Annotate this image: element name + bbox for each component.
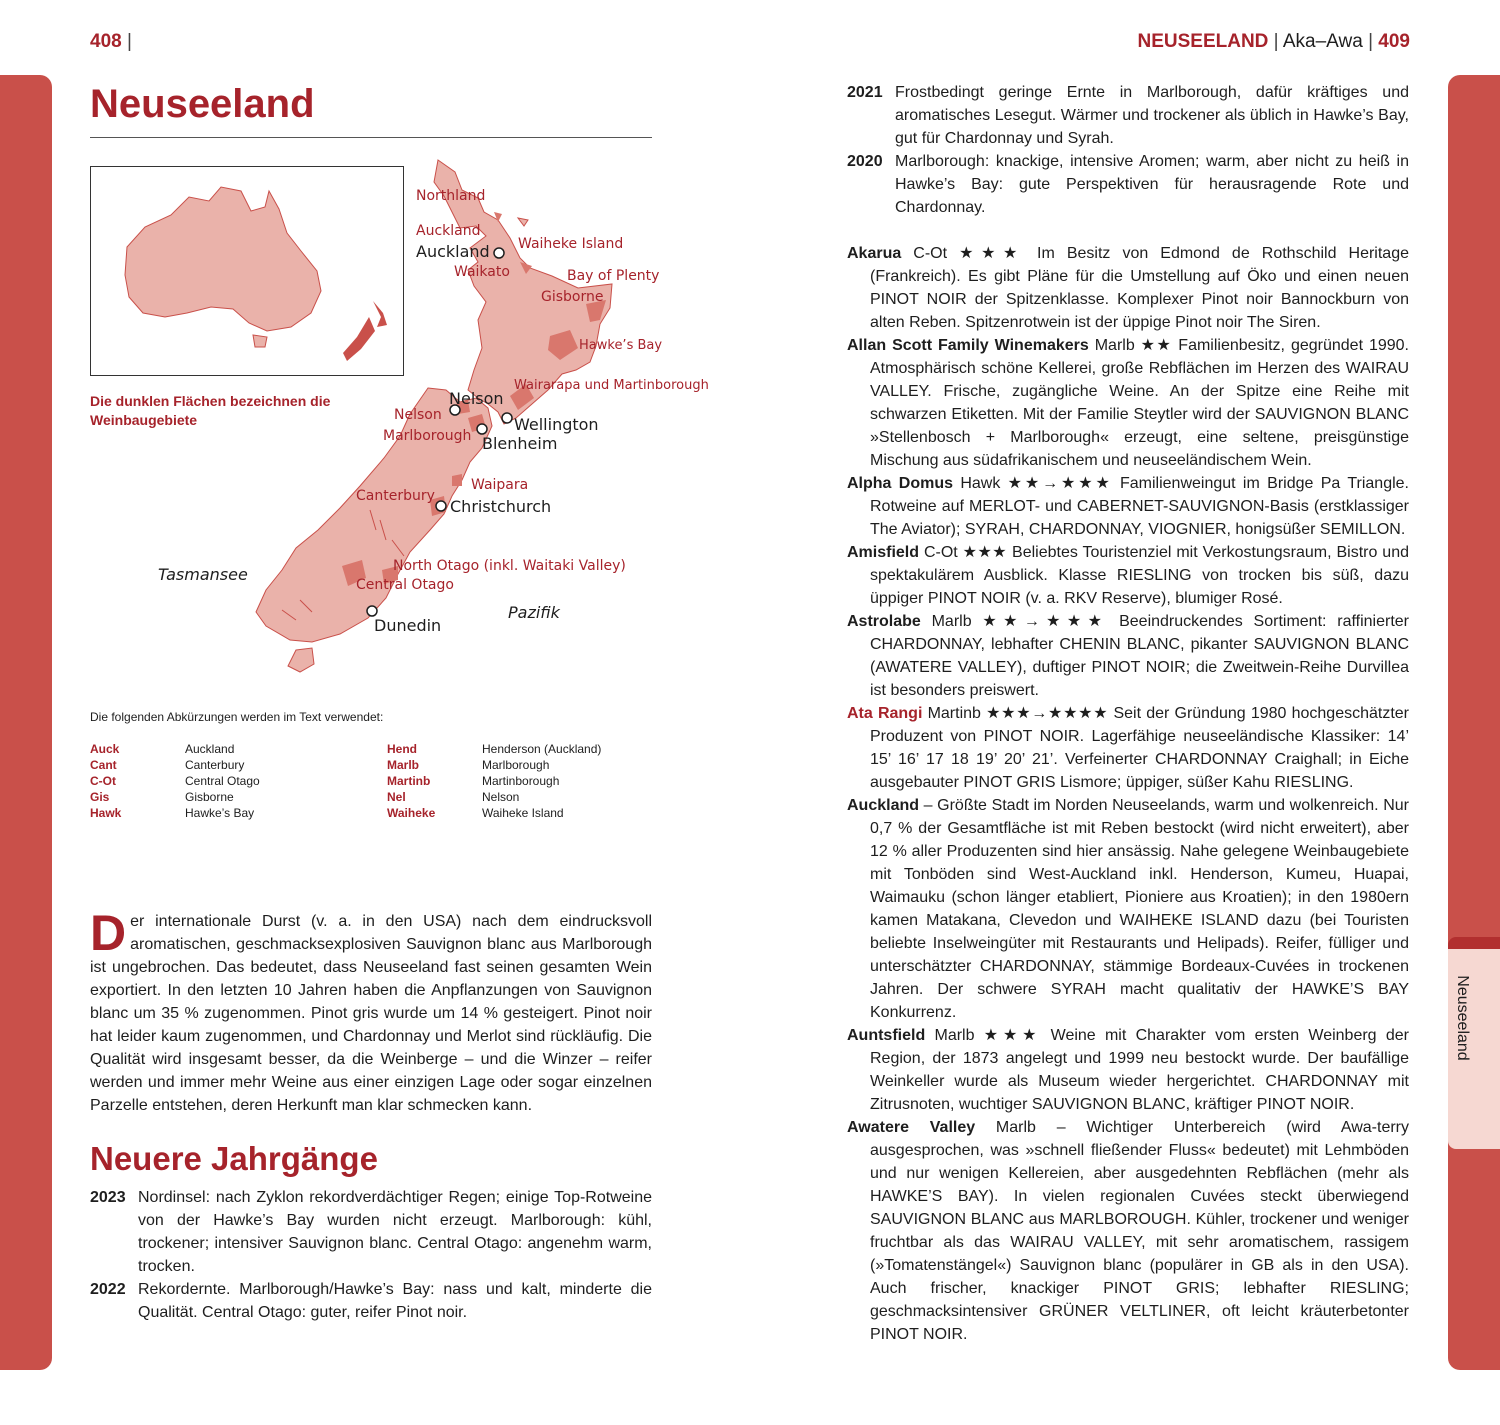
right-page-number: 409 <box>1378 31 1410 52</box>
right-running-head: NEUSEELAND | Aka–Awa | 409 <box>1137 31 1410 52</box>
entry-text: Hawk ★★→★★★ Familienweingut im Bridge Pa Triangle. Rotweine auf MERLOT- und CABERNET-SAUVIGNON-Basis (erstklassiger The Aviator); SYRAH, CHARDONNAY, VIOGNIER, honigsüßer SEMILLON. <box>870 475 1409 538</box>
entry-text: Marlb ★★→★★★ Beeindruckendes Sortiment: raffinierter CHARDONNAY, lebhafter CHENIN BLANC, pikanter SAUVIGNON BLANC (AWATERE VALLEY), duftiger PINOT NOIR; die Zweitwein-Reihe Durvillea ist besonders preiswert. <box>870 613 1409 699</box>
region-hawkes-bay: Hawke’s Bay <box>579 338 663 353</box>
city-blenheim: Blenheim <box>482 434 558 453</box>
entry-alpha-domus <box>847 472 1409 541</box>
entry-awatere-valley <box>847 1116 1409 1346</box>
region-gisborne: Gisborne <box>541 289 604 305</box>
abbreviation-value: Nelson <box>482 790 520 804</box>
vintage-text: Rekordernte. Marlborough/Hawke’s Bay: nass und kalt, minderte die Qualität. Central Otago: guter, reifer Pinot noir. <box>138 1281 652 1321</box>
region-northland: Northland <box>416 188 486 204</box>
abbreviation-value: Hawke’s Bay <box>185 806 255 820</box>
entry-name: Awatere Valley <box>847 1119 976 1136</box>
abbreviation-value: Canterbury <box>185 758 245 772</box>
vintage-text: Nordinsel: nach Zyklon rekordverdächtiger Regen; einige Top-Rotweine von der Hawke’s Bay wurden nicht erzeugt. Marlborough: kühl, trockener; intensiver Sauvignon blanc. Central Otago: angenehm warm, trocken. <box>138 1189 652 1275</box>
city-wellington: Wellington <box>514 415 599 434</box>
entry-name: Auckland <box>847 797 920 814</box>
page-title: Neuseeland <box>90 82 315 126</box>
entry-name: Alpha Domus <box>847 475 953 492</box>
vintages-heading: Neuere Jahrgänge <box>90 1140 378 1177</box>
entry-text: Marlb ★★ Familienbesitz, gegründet 1990. Atmosphärisch schöne Kellerei, große Rebflächen im Herzen des WAIRAU VALLEY. Frische, zugängliche Weine. An der Spitze eine Reihe mit schwarzen Etiketten. Mit der Familie Steytler wird der SAUVIGNON BLANC »Stellenbosch + Marlborough« erzeugt, eine seltene, preisgünstige Mischung aus südafrikanischem und neuseeländischem Wein. <box>870 337 1409 469</box>
region-north-otago: North Otago (inkl. Waitaki Valley) <box>393 558 626 574</box>
region-auckland: Auckland <box>416 223 481 239</box>
abbreviation-key: Hend <box>387 742 417 756</box>
entry-akarua <box>847 242 1409 334</box>
drop-cap: D <box>90 905 127 961</box>
abbreviation-key: Marlb <box>387 758 420 772</box>
region-waiheke-island: Waiheke Island <box>518 236 624 252</box>
region-marlborough: Marlborough <box>383 428 472 444</box>
vintage-year: 2023 <box>90 1189 126 1206</box>
abbreviation-value: Central Otago <box>185 774 260 788</box>
entry-auntsfield <box>847 1024 1409 1116</box>
abbreviation-key: Hawk <box>90 806 122 820</box>
entry-text: C-Ot ★★★ Beliebtes Touristenziel mit Verkostungsraum, Bistro und spektakulärem Ausblick. Klasse RIESLING von trocken bis süß, dazu üppiger PINOT NOIR (v. a. RKV Reserve), blumiger Rosé. <box>870 544 1409 607</box>
entry-auckland <box>847 794 1409 1024</box>
entry-astrolabe <box>847 610 1409 702</box>
vintage-2022 <box>90 1278 652 1328</box>
vintage-2023 <box>90 1186 652 1281</box>
abbreviation-value: Henderson (Auckland) <box>482 742 602 756</box>
vintage-2021 <box>847 81 1409 151</box>
running-entry-range: Aka–Awa <box>1282 31 1363 52</box>
region-waikato: Waikato <box>454 264 510 280</box>
vintage-text: Frostbedingt geringe Ernte in Marlborough, dafür kräftiges und aromatisches Lesegut. Wärmer und trockener als üblich in Hawke’s Bay, gut für Chardonnay und Syrah. <box>895 84 1409 147</box>
producer-entries <box>847 242 1409 1346</box>
intro-text: er internationale Durst (v. a. in den USA) nach dem eindrucksvoll aromatischen, geschmacksexplosiven Sauvignon blanc aus Marlborough ist ungebrochen. Das bedeutet, dass Neuseeland fast seinen gesamten Wein exportiert. In den letzten 10 Jahren haben die Anpflanzungen von Sauvignon blanc um 35 % zugenommen. Pinot gris wurde um 14 % gesteigert. Pinot noir hat leider kaum zugenommen, und Chardonnay und Merlot sind rückläufig. Die Qualität wird insgesamt besser, da die Weinberge – und die Winzer – reifer werden und immer mehr Weine aus einer einzigen Lage oder sogar einzelnen Parzelle entstehen, deren Herkunft man klar schmecken kann. <box>90 913 652 1114</box>
entry-amisfield <box>847 541 1409 610</box>
city-auckland: Auckland <box>416 242 490 261</box>
left-page-number: 408 <box>90 31 122 52</box>
vintage-year: 2021 <box>847 84 883 101</box>
abbreviation-value: Auckland <box>185 742 235 756</box>
abbreviation-key: Gis <box>90 790 110 804</box>
entry-text: – Größte Stadt im Norden Neuseelands, warm und wolkenreich. Nur 0,7 % der Gesamtfläche ist mit Reben bestockt (wird nicht erweitert), aber 12 % aller Produzenten sind hier ansässig. Nahe gelegene Weinbaugebiete mit Tonböden sind West-Auckland inkl. Henderson, Kumeu, Huapai, Waimauku (schon länger etabliert, Pioniere aus Kroatien); in den 1980ern kamen Matakana, Clevedon und WAIHEKE ISLAND dazu (bei Touristen beliebte Inselweingüter mit Restaurants und Helipads). Reifer, fülliger und unterschätzter CHARDONNAY, stämmige Bordeaux-Cuvées in trockenen Jahren. Der schwere SYRAH macht qualitativ der HAWKE’S BAY Konkurrenz. <box>870 797 1409 1021</box>
entry-name: Allan Scott Family Winemakers <box>847 337 1089 354</box>
city-nelson: Nelson <box>449 389 504 408</box>
left-page-edge-tab <box>0 75 52 1370</box>
entry-name: Auntsfield <box>847 1027 926 1044</box>
region-bay-of-plenty: Bay of Plenty <box>567 268 660 284</box>
entry-text: Marlb – Wichtiger Unterbereich (wird Awa-terry ausgesprochen, was »schnell fließender Fluss« bedeutet) mit Lehmböden und nur wenigen Kellereien, aber ausgedehnten Rebflächen (mehr als HAWKE’S BAY). In vielen regionalen Cuvées steckt überwiegend SAUVIGNON BLANC aus MARLBOROUGH. Kühler, trockener und weniger fruchtbar als das WAIRAU VALLEY, mit sehr aromatischem, rassigem (»Tomatenstängel«) Sauvignon blanc (populärer in GB als in den USA). Auch frischer, knackiger PINOT GRIS; lebhafter RIESLING; geschmacksintensiver GRÜNER VELTLINER, oft leicht kräuterbetonter PINOT NOIR. <box>870 1119 1409 1343</box>
title-rule <box>90 137 652 138</box>
new-zealand-map <box>280 155 709 680</box>
region-canterbury: Canterbury <box>356 488 435 504</box>
sea-tasmansee-label: Tasmansee <box>158 565 248 584</box>
abbreviation-key: Waiheke <box>387 806 436 820</box>
entry-allan-scott <box>847 334 1409 472</box>
left-running-head: 408 | <box>90 31 132 52</box>
map-caption: Die dunklen Flächen bezeichnen die Weinbaugebiete <box>90 393 331 428</box>
city-dunedin: Dunedin <box>374 616 442 635</box>
abbreviation-value: Waiheke Island <box>482 806 564 820</box>
vintage-2020 <box>847 150 1409 220</box>
abbreviation-key: Martinb <box>387 774 431 788</box>
abbreviation-value: Martinborough <box>482 774 560 788</box>
intro-paragraph <box>90 905 652 1117</box>
vintage-text: Marlborough: knackige, intensive Aromen; warm, aber nicht zu heiß in Hawke’s Bay: gute Perspektiven für herausragende Rote und Chardonnay. <box>895 153 1409 216</box>
abbreviations-intro: Die folgenden Abkürzungen werden im Text verwendet: <box>90 710 384 724</box>
region-waipara: Waipara <box>471 477 529 493</box>
right-page-edge-tab <box>1448 75 1500 1370</box>
region-central-otago: Central Otago <box>356 577 454 593</box>
vintage-year: 2020 <box>847 153 883 170</box>
sea-pazifik: Pazifik <box>508 603 560 622</box>
region-wairarapa-martinborough: Wairarapa und Martinborough <box>514 378 709 393</box>
running-section-title: NEUSEELAND <box>1137 31 1269 52</box>
vintage-year: 2022 <box>90 1281 126 1298</box>
entry-name: Akarua <box>847 245 902 262</box>
entry-name: Amisfield <box>847 544 920 561</box>
entry-name: Astrolabe <box>847 613 921 630</box>
entry-ata-rangi <box>847 702 1409 794</box>
abbreviation-value: Gisborne <box>185 790 234 804</box>
abbreviation-value: Marlborough <box>482 758 550 772</box>
entry-text: C-Ot ★★★ Im Besitz von Edmond de Rothschild Heritage (Frankreich). Es gibt Pläne für die Umstellung auf Öko und einen neuen PINOT NOIR der Spitzenklasse. Komplexer Pinot noir Bannockburn von alten Reben. Spitzenrotwein ist der üppige Pinot noir The Siren. <box>870 245 1409 331</box>
entry-text: Marlb ★★★ Weine mit Charakter vom ersten Weinberg der Region, der 1873 angelegt und 1999 neu bestockt wurde. Der baufällige Weinkeller wurde als Museum wieder hergerichtet. CHARDONNAY mit Zitrusnoten, wuchtiger SAUVIGNON BLANC, kräftiger PINOT NOIR. <box>870 1027 1409 1113</box>
section-thumb-label: Neuseeland <box>1454 975 1471 1061</box>
city-christchurch: Christchurch <box>450 497 552 516</box>
abbreviation-key: Nel <box>387 790 406 804</box>
entry-text: Martinb ★★★→★★★★ Seit der Gründung 1980 hochgeschätzter Produzent von PINOT NOIR. Lagerfähige neuseeländische Klassiker: 14’ 15’ 16’ 17 18 19’ 20’ 21’. Verfeinerter CHARDONNAY Craighall; in Eiche ausgebauter PINOT GRIS Lismore; üppiger, süßer Kahu RIESLING. <box>870 705 1410 791</box>
abbreviation-key: C-Ot <box>90 774 116 788</box>
region-nelson: Nelson <box>394 407 442 423</box>
abbreviation-key: Auck <box>90 742 120 756</box>
entry-name: Ata Rangi <box>847 705 923 722</box>
abbreviation-key: Cant <box>90 758 117 772</box>
